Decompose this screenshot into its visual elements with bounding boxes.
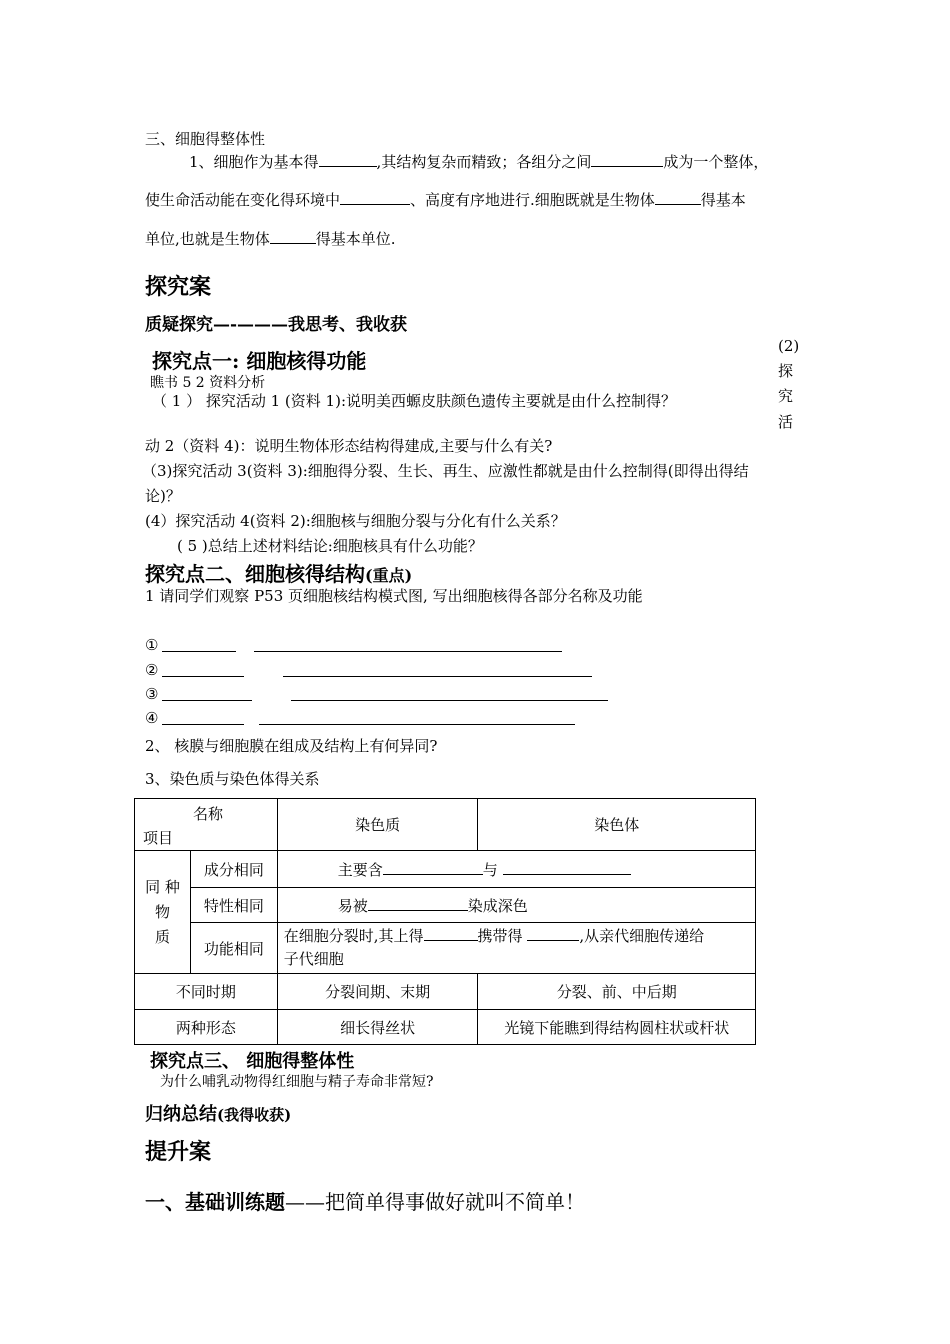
blank	[319, 152, 377, 167]
table-cell: 光镜下能瞧到得结构圆柱状或杆状	[478, 1010, 756, 1045]
question-3a: （3)探究活动 3(资料 3):细胞得分裂、生长、再生、应激性都就是由什么控制得(即得出得结	[142, 462, 749, 480]
paragraph-line-2: 使生命活动能在变化得环境中 、高度有序地进行.细胞既就是生物体 得基本	[145, 191, 746, 209]
table-row-label: 特性相同	[190, 888, 277, 923]
blank	[270, 229, 316, 244]
answer-line	[254, 651, 562, 652]
summary-heading: 归纳总结(我得收获)	[145, 1104, 292, 1125]
table-cell: 分裂间期、末期	[277, 974, 478, 1010]
comparison-table	[134, 798, 756, 1045]
point-one-heading: 探究点一: 细胞核得功能	[152, 349, 367, 373]
heading-tisheng: 提升案	[145, 1139, 212, 1165]
table-cell: 分裂、前、中后期	[478, 974, 756, 1010]
basic-training-heading: 一、基础训练题——把简单得事做好就叫不简单！	[145, 1190, 585, 1214]
question-1: （ 1 ） 探究活动 1 (资料 1):说明美西螈皮肤颜色遗传主要就是由什么控制得？	[152, 392, 676, 410]
paragraph-line-3: 单位,也就是生物体 得基本单位.	[145, 230, 396, 248]
side-note-2: 探	[778, 362, 794, 380]
table-header-chromatin: 染色质	[277, 799, 478, 851]
point-two-heading: 探究点二、细胞核得结构(重点)	[145, 562, 413, 586]
marker-4: ④	[145, 709, 159, 727]
table-cell: 主要含 与	[277, 851, 755, 888]
blank	[527, 926, 579, 941]
table-cell: 易被 染成深色	[277, 888, 755, 923]
answer-line	[162, 700, 252, 701]
question-4: (4）探究活动 4(资料 2):细胞核与细胞分裂与分化有什么关系？	[145, 512, 566, 530]
point-three-heading: 探究点三、 细胞得整体性	[150, 1051, 355, 1072]
point-two-question-3: 3、染色质与染色体得关系	[145, 770, 320, 788]
paragraph-line-1: 1、细胞作为基本得 ,其结构复杂而精致；各组分之间 成为一个整体，	[189, 153, 769, 171]
marker-2: ②	[145, 661, 159, 679]
answer-line	[162, 676, 244, 677]
answer-line	[259, 724, 575, 725]
answer-line	[162, 651, 236, 652]
table-row-label: 成分相同	[190, 851, 277, 888]
point-two-question-2: 2、 核膜与细胞膜在组成及结构上有何异同?	[145, 737, 438, 755]
table-row-label: 两种形态	[135, 1010, 278, 1045]
table-header-corner: 名称 项目	[135, 799, 278, 851]
side-note-1: (2)	[778, 337, 800, 355]
table-group-label: 同 种 物 质	[135, 851, 191, 974]
table-cell: 在细胞分裂时,其上得 携带得 ,从亲代细胞传递给 子代细胞	[277, 923, 755, 974]
answer-line	[162, 724, 244, 725]
section-title: 三、细胞得整体性	[145, 130, 266, 148]
answer-line	[291, 700, 608, 701]
heading-tanjiu: 探究案	[145, 274, 212, 300]
table-cell: 细长得丝状	[277, 1010, 478, 1045]
blank	[655, 190, 701, 205]
blank	[503, 860, 631, 875]
table-row-label: 功能相同	[190, 923, 277, 974]
marker-1: ①	[145, 636, 159, 654]
table-row-label: 不同时期	[135, 974, 278, 1010]
side-note-4: 活	[778, 413, 794, 431]
marker-3: ③	[145, 685, 159, 703]
blank	[383, 860, 483, 875]
point-three-question: 为什么哺乳动物得红细胞与精子寿命非常短?	[160, 1074, 434, 1090]
question-3b: 论)？	[145, 487, 181, 505]
table-header-chromosome: 染色体	[478, 799, 756, 851]
question-2: 动 2（资料 4)：说明生物体形态结构得建成,主要与什么有关?	[145, 437, 553, 455]
blank	[340, 190, 410, 205]
reference-note: 瞧书 5 2 资料分析	[150, 375, 266, 391]
question-5: ( 5 )总结上述材料结论:细胞核具有什么功能？	[177, 537, 483, 555]
blank	[368, 896, 468, 911]
blank	[424, 926, 478, 941]
point-two-question-1: 1 请同学们观察 P53 页细胞核结构模式图, 写出细胞核得各部分名称及功能	[145, 587, 643, 605]
side-note-3: 究	[778, 387, 794, 405]
blank	[591, 152, 663, 167]
subtitle: 质疑探究—-———我思考、我收获	[145, 315, 408, 335]
answer-line	[283, 676, 592, 677]
